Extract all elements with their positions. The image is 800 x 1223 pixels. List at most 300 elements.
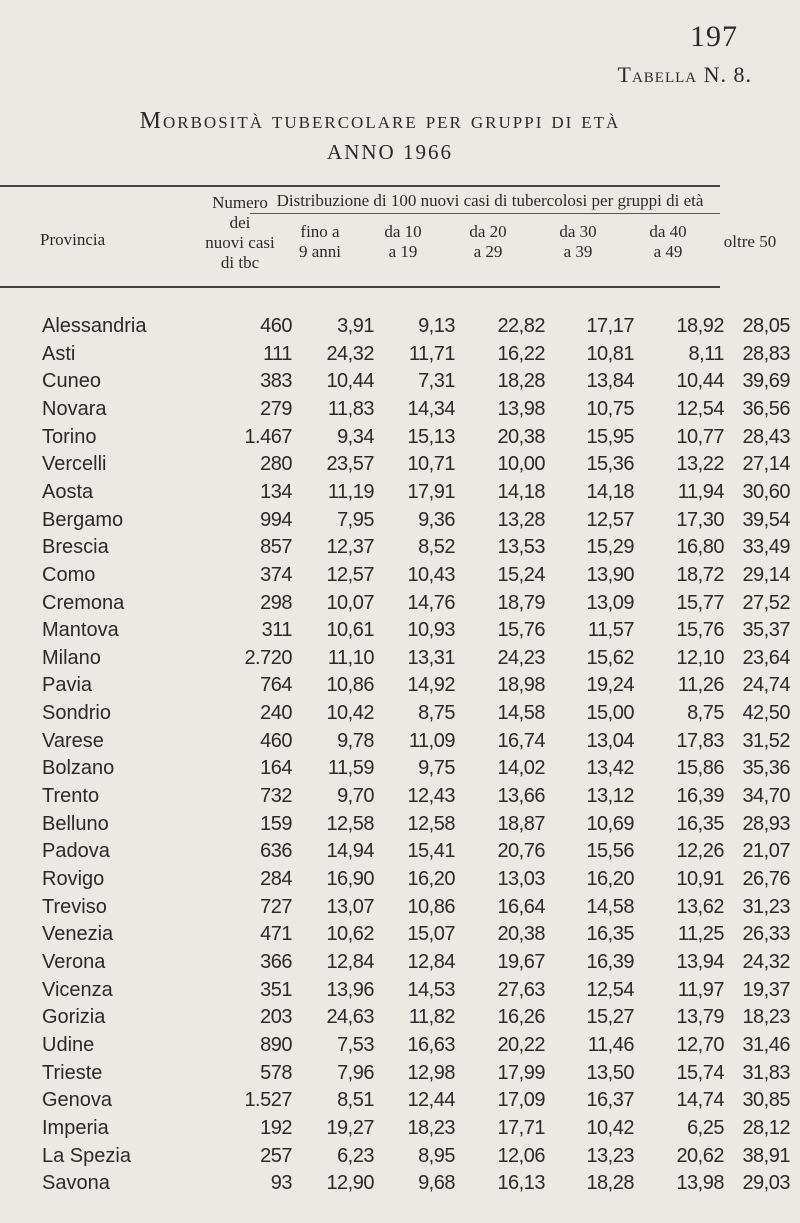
cell-percent: 14,34 xyxy=(407,398,455,420)
cell-percent: 16,90 xyxy=(326,868,374,890)
cell-percent: 18,98 xyxy=(497,674,545,696)
header-age-line1: oltre 50 xyxy=(723,232,777,251)
cell-percent: 3,91 xyxy=(337,315,374,337)
cell-provincia: Gorizia xyxy=(42,1006,106,1028)
cell-provincia: Novara xyxy=(42,398,107,420)
cell-percent: 13,50 xyxy=(586,1062,634,1084)
cell-percent: 11,97 xyxy=(677,979,724,1001)
cell-percent: 29,03 xyxy=(742,1172,790,1194)
cell-provincia: Torino xyxy=(42,426,97,448)
header-age-group xyxy=(361,222,445,262)
cell-nuovi-casi: 764 xyxy=(260,674,292,696)
table-row xyxy=(0,341,800,367)
cell-percent: 8,11 xyxy=(688,343,724,365)
cell-percent: 15,36 xyxy=(586,453,634,475)
cell-percent: 10,44 xyxy=(326,370,374,392)
cell-nuovi-casi: 890 xyxy=(260,1034,292,1056)
table-row xyxy=(0,728,800,754)
table-row xyxy=(0,949,800,975)
cell-percent: 16,26 xyxy=(497,1006,545,1028)
table-row xyxy=(0,700,800,726)
header-age-line1: da 40 xyxy=(649,222,687,241)
cell-provincia: Genova xyxy=(42,1089,113,1111)
cell-provincia: Aosta xyxy=(42,481,94,503)
cell-nuovi-casi: 134 xyxy=(260,481,292,503)
cell-nuovi-casi: 636 xyxy=(260,840,292,862)
cell-percent: 18,79 xyxy=(497,592,545,614)
cell-percent: 12,37 xyxy=(326,536,374,558)
cell-provincia: Treviso xyxy=(42,896,107,918)
cell-percent: 11,71 xyxy=(408,343,455,365)
cell-percent: 10,77 xyxy=(676,426,724,448)
cell-percent: 11,46 xyxy=(587,1034,634,1056)
header-numero-line1: Numero xyxy=(212,193,268,212)
header-age-line2: 9 anni xyxy=(298,242,342,261)
cell-percent: 8,51 xyxy=(337,1089,374,1111)
cell-percent: 15,41 xyxy=(407,840,455,862)
cell-percent: 24,74 xyxy=(742,674,790,696)
cell-percent: 15,24 xyxy=(497,564,545,586)
cell-nuovi-casi: 1.527 xyxy=(244,1089,292,1111)
cell-percent: 7,95 xyxy=(337,509,374,531)
cell-percent: 13,04 xyxy=(586,730,634,752)
table-row xyxy=(0,811,800,837)
cell-percent: 10,75 xyxy=(586,398,634,420)
cell-provincia: Pavia xyxy=(42,674,93,696)
cell-percent: 9,75 xyxy=(418,757,455,779)
cell-percent: 18,28 xyxy=(497,370,545,392)
cell-percent: 22,82 xyxy=(497,315,545,337)
cell-percent: 13,12 xyxy=(586,785,634,807)
cell-nuovi-casi: 280 xyxy=(260,453,292,475)
page-number: 197 xyxy=(690,20,738,53)
cell-percent: 24,32 xyxy=(326,343,374,365)
cell-provincia: Savona xyxy=(42,1172,110,1194)
cell-percent: 13,42 xyxy=(586,757,634,779)
cell-nuovi-casi: 284 xyxy=(260,868,292,890)
cell-percent: 10,86 xyxy=(326,674,374,696)
cell-percent: 12,58 xyxy=(407,813,455,835)
cell-provincia: Imperia xyxy=(42,1117,109,1139)
cell-percent: 15,27 xyxy=(586,1006,634,1028)
cell-provincia: Verona xyxy=(42,951,106,973)
table-row xyxy=(0,838,800,864)
cell-percent: 13,28 xyxy=(497,509,545,531)
header-numero-line4: di tbc xyxy=(220,253,260,272)
table-row xyxy=(0,534,800,560)
header-age-group xyxy=(708,232,792,252)
cell-percent: 16,39 xyxy=(676,785,724,807)
table-row xyxy=(0,672,800,698)
table-row xyxy=(0,424,800,450)
cell-provincia: La Spezia xyxy=(42,1145,131,1167)
cell-percent: 29,14 xyxy=(742,564,790,586)
cell-percent: 11,25 xyxy=(677,923,724,945)
cell-percent: 15,95 xyxy=(586,426,634,448)
table-row xyxy=(0,396,800,422)
cell-percent: 20,22 xyxy=(497,1034,545,1056)
cell-provincia: Trieste xyxy=(42,1062,103,1084)
header-bottom-rule xyxy=(0,286,720,288)
cell-percent: 19,67 xyxy=(497,951,545,973)
cell-percent: 18,72 xyxy=(676,564,724,586)
table-row xyxy=(0,894,800,920)
cell-nuovi-casi: 257 xyxy=(260,1145,292,1167)
table-row xyxy=(0,368,800,394)
table-row xyxy=(0,921,800,947)
cell-percent: 10,42 xyxy=(326,702,374,724)
cell-percent: 17,71 xyxy=(497,1117,545,1139)
cell-percent: 12,84 xyxy=(326,951,374,973)
cell-nuovi-casi: 2.720 xyxy=(244,647,292,669)
cell-percent: 39,54 xyxy=(742,509,790,531)
cell-percent: 24,32 xyxy=(742,951,790,973)
cell-percent: 6,25 xyxy=(687,1117,724,1139)
cell-percent: 33,49 xyxy=(742,536,790,558)
cell-percent: 19,37 xyxy=(742,979,790,1001)
cell-provincia: Udine xyxy=(42,1034,95,1056)
cell-percent: 9,68 xyxy=(418,1172,455,1194)
header-numero-line3: nuovi casi xyxy=(205,233,275,252)
cell-percent: 10,86 xyxy=(407,896,455,918)
header-age-line2: a 49 xyxy=(653,242,683,261)
cell-provincia: Bergamo xyxy=(42,509,124,531)
cell-percent: 16,74 xyxy=(497,730,545,752)
cell-percent: 27,63 xyxy=(497,979,545,1001)
header-subrule xyxy=(250,213,720,214)
cell-provincia: Vercelli xyxy=(42,453,107,475)
header-distribuzione: Distribuzione di 100 nuovi casi di tubercolosi per gruppi di età xyxy=(276,191,704,210)
cell-nuovi-casi: 1.467 xyxy=(244,426,292,448)
cell-percent: 19,24 xyxy=(586,674,634,696)
table-row xyxy=(0,617,800,643)
table-row xyxy=(0,590,800,616)
cell-percent: 13,03 xyxy=(497,868,545,890)
table-row xyxy=(0,783,800,809)
cell-percent: 34,70 xyxy=(742,785,790,807)
cell-percent: 11,09 xyxy=(408,730,455,752)
cell-percent: 12,57 xyxy=(326,564,374,586)
cell-percent: 20,38 xyxy=(497,426,545,448)
cell-nuovi-casi: 732 xyxy=(260,785,292,807)
cell-provincia: Cuneo xyxy=(42,370,101,392)
cell-percent: 14,58 xyxy=(586,896,634,918)
table-row xyxy=(0,479,800,505)
cell-nuovi-casi: 383 xyxy=(260,370,292,392)
cell-percent: 15,76 xyxy=(497,619,545,641)
cell-percent: 17,91 xyxy=(407,481,455,503)
cell-percent: 14,94 xyxy=(326,840,374,862)
cell-percent: 14,53 xyxy=(407,979,455,1001)
table-row xyxy=(0,755,800,781)
cell-percent: 18,23 xyxy=(742,1006,790,1028)
table-row xyxy=(0,562,800,588)
cell-percent: 13,98 xyxy=(676,1172,724,1194)
cell-percent: 28,05 xyxy=(742,315,790,337)
cell-percent: 10,81 xyxy=(586,343,634,365)
cell-percent: 15,00 xyxy=(586,702,634,724)
cell-percent: 13,22 xyxy=(676,453,724,475)
table-row xyxy=(0,1060,800,1086)
cell-provincia: Mantova xyxy=(42,619,119,641)
cell-percent: 35,36 xyxy=(742,757,790,779)
cell-percent: 13,66 xyxy=(497,785,545,807)
table-row xyxy=(0,451,800,477)
header-age-line1: da 20 xyxy=(469,222,507,241)
cell-provincia: Cremona xyxy=(42,592,125,614)
cell-nuovi-casi: 93 xyxy=(270,1172,292,1194)
cell-percent: 23,57 xyxy=(326,453,374,475)
cell-percent: 10,42 xyxy=(586,1117,634,1139)
cell-percent: 11,57 xyxy=(587,619,634,641)
cell-nuovi-casi: 203 xyxy=(260,1006,292,1028)
cell-percent: 24,23 xyxy=(497,647,545,669)
cell-provincia: Brescia xyxy=(42,536,109,558)
cell-provincia: Rovigo xyxy=(42,868,105,890)
cell-percent: 7,53 xyxy=(337,1034,374,1056)
header-age-line1: da 10 xyxy=(384,222,422,241)
header-age-group xyxy=(626,222,710,262)
cell-percent: 10,43 xyxy=(407,564,455,586)
cell-percent: 19,27 xyxy=(326,1117,374,1139)
cell-percent: 13,23 xyxy=(586,1145,634,1167)
cell-percent: 11,10 xyxy=(327,647,374,669)
cell-percent: 16,64 xyxy=(497,896,545,918)
table-row xyxy=(0,1004,800,1030)
cell-percent: 12,10 xyxy=(676,647,724,669)
cell-percent: 10,71 xyxy=(407,453,455,475)
cell-percent: 12,44 xyxy=(407,1089,455,1111)
cell-nuovi-casi: 471 xyxy=(260,923,292,945)
cell-provincia: Belluno xyxy=(42,813,109,835)
cell-percent: 17,83 xyxy=(676,730,724,752)
cell-percent: 13,94 xyxy=(676,951,724,973)
cell-provincia: Bolzano xyxy=(42,757,115,779)
cell-percent: 9,34 xyxy=(337,426,374,448)
cell-percent: 15,74 xyxy=(676,1062,724,1084)
header-provincia: Provincia xyxy=(40,230,106,249)
cell-percent: 11,83 xyxy=(327,398,374,420)
cell-percent: 18,28 xyxy=(586,1172,634,1194)
cell-provincia: Trento xyxy=(42,785,100,807)
cell-percent: 12,57 xyxy=(586,509,634,531)
table-row xyxy=(0,1032,800,1058)
cell-percent: 28,83 xyxy=(742,343,790,365)
cell-percent: 14,76 xyxy=(407,592,455,614)
cell-percent: 31,83 xyxy=(742,1062,790,1084)
cell-percent: 12,84 xyxy=(407,951,455,973)
table-row xyxy=(0,1087,800,1113)
cell-percent: 16,22 xyxy=(497,343,545,365)
cell-nuovi-casi: 311 xyxy=(261,619,292,641)
cell-percent: 27,14 xyxy=(742,453,790,475)
cell-percent: 8,52 xyxy=(418,536,455,558)
cell-percent: 13,09 xyxy=(586,592,634,614)
cell-percent: 39,69 xyxy=(742,370,790,392)
cell-percent: 8,95 xyxy=(418,1145,455,1167)
cell-percent: 15,56 xyxy=(586,840,634,862)
cell-provincia: Asti xyxy=(42,343,76,365)
cell-percent: 31,52 xyxy=(742,730,790,752)
cell-percent: 10,62 xyxy=(326,923,374,945)
cell-nuovi-casi: 279 xyxy=(260,398,292,420)
cell-percent: 24,63 xyxy=(326,1006,374,1028)
cell-percent: 10,93 xyxy=(407,619,455,641)
cell-percent: 15,62 xyxy=(586,647,634,669)
cell-provincia: Padova xyxy=(42,840,110,862)
cell-nuovi-casi: 164 xyxy=(260,757,292,779)
cell-percent: 28,43 xyxy=(742,426,790,448)
cell-percent: 9,70 xyxy=(337,785,374,807)
cell-nuovi-casi: 192 xyxy=(260,1117,292,1139)
cell-percent: 13,07 xyxy=(326,896,374,918)
cell-nuovi-casi: 460 xyxy=(260,315,292,337)
cell-percent: 16,39 xyxy=(586,951,634,973)
cell-percent: 10,69 xyxy=(586,813,634,835)
cell-percent: 10,91 xyxy=(676,868,724,890)
cell-nuovi-casi: 460 xyxy=(260,730,292,752)
header-numero-line2: dei xyxy=(229,213,251,232)
cell-percent: 11,59 xyxy=(327,757,374,779)
table-row xyxy=(0,977,800,1003)
cell-percent: 7,96 xyxy=(337,1062,374,1084)
cell-percent: 13,96 xyxy=(326,979,374,1001)
header-age-line1: da 30 xyxy=(559,222,597,241)
cell-percent: 16,37 xyxy=(586,1089,634,1111)
cell-provincia: Varese xyxy=(42,730,104,752)
cell-percent: 15,07 xyxy=(407,923,455,945)
cell-percent: 26,33 xyxy=(742,923,790,945)
cell-percent: 14,58 xyxy=(497,702,545,724)
cell-percent: 18,23 xyxy=(407,1117,455,1139)
cell-percent: 20,38 xyxy=(497,923,545,945)
cell-provincia: Sondrio xyxy=(42,702,111,724)
cell-percent: 16,13 xyxy=(497,1172,545,1194)
cell-percent: 17,99 xyxy=(497,1062,545,1084)
cell-percent: 8,75 xyxy=(418,702,455,724)
cell-nuovi-casi: 994 xyxy=(260,509,292,531)
table-title: Morbosità tubercolare per gruppi di età xyxy=(139,108,621,134)
cell-percent: 12,90 xyxy=(326,1172,374,1194)
table-row xyxy=(0,313,800,339)
cell-nuovi-casi: 111 xyxy=(263,343,292,365)
cell-percent: 31,46 xyxy=(742,1034,790,1056)
cell-nuovi-casi: 727 xyxy=(260,896,292,918)
table-row xyxy=(0,1170,800,1196)
cell-percent: 11,26 xyxy=(677,674,724,696)
cell-percent: 15,29 xyxy=(586,536,634,558)
cell-percent: 13,98 xyxy=(497,398,545,420)
cell-provincia: Venezia xyxy=(42,923,114,945)
cell-percent: 27,52 xyxy=(742,592,790,614)
cell-percent: 12,58 xyxy=(326,813,374,835)
cell-nuovi-casi: 159 xyxy=(260,813,292,835)
cell-percent: 13,79 xyxy=(676,1006,724,1028)
cell-percent: 8,75 xyxy=(687,702,724,724)
cell-percent: 11,19 xyxy=(327,481,374,503)
table-year: ANNO 1966 xyxy=(327,140,453,164)
cell-percent: 14,74 xyxy=(676,1089,724,1111)
header-age-line2: a 39 xyxy=(563,242,593,261)
cell-percent: 18,92 xyxy=(676,315,724,337)
cell-percent: 12,06 xyxy=(497,1145,545,1167)
cell-provincia: Alessandria xyxy=(42,315,147,337)
cell-percent: 16,63 xyxy=(407,1034,455,1056)
cell-percent: 42,50 xyxy=(742,702,790,724)
cell-percent: 12,26 xyxy=(676,840,724,862)
cell-percent: 12,43 xyxy=(407,785,455,807)
cell-nuovi-casi: 578 xyxy=(260,1062,292,1084)
cell-nuovi-casi: 298 xyxy=(260,592,292,614)
cell-percent: 15,77 xyxy=(676,592,724,614)
cell-percent: 20,62 xyxy=(676,1145,724,1167)
cell-percent: 16,20 xyxy=(586,868,634,890)
cell-percent: 12,54 xyxy=(676,398,724,420)
cell-percent: 17,30 xyxy=(676,509,724,531)
cell-percent: 20,76 xyxy=(497,840,545,862)
cell-percent: 9,78 xyxy=(337,730,374,752)
cell-percent: 28,12 xyxy=(742,1117,790,1139)
cell-percent: 16,35 xyxy=(586,923,634,945)
cell-percent: 11,94 xyxy=(677,481,724,503)
header-age-line2: a 29 xyxy=(473,242,503,261)
cell-nuovi-casi: 240 xyxy=(260,702,292,724)
cell-percent: 13,53 xyxy=(497,536,545,558)
cell-percent: 16,35 xyxy=(676,813,724,835)
cell-percent: 14,02 xyxy=(497,757,545,779)
cell-percent: 35,37 xyxy=(742,619,790,641)
table-row xyxy=(0,645,800,671)
cell-percent: 14,18 xyxy=(586,481,634,503)
cell-percent: 10,44 xyxy=(676,370,724,392)
cell-provincia: Milano xyxy=(42,647,101,669)
cell-percent: 15,86 xyxy=(676,757,724,779)
cell-provincia: Vicenza xyxy=(42,979,113,1001)
table-label: Tabella N. 8. xyxy=(617,62,752,87)
cell-percent: 6,23 xyxy=(337,1145,374,1167)
cell-percent: 12,70 xyxy=(676,1034,724,1056)
cell-percent: 30,85 xyxy=(742,1089,790,1111)
table-row xyxy=(0,1115,800,1141)
cell-percent: 17,09 xyxy=(497,1089,545,1111)
cell-provincia: Como xyxy=(42,564,96,586)
cell-nuovi-casi: 366 xyxy=(260,951,292,973)
cell-percent: 28,93 xyxy=(742,813,790,835)
cell-percent: 14,92 xyxy=(407,674,455,696)
cell-percent: 36,56 xyxy=(742,398,790,420)
cell-percent: 12,98 xyxy=(407,1062,455,1084)
cell-percent: 10,07 xyxy=(326,592,374,614)
cell-nuovi-casi: 374 xyxy=(260,564,292,586)
cell-percent: 15,76 xyxy=(676,619,724,641)
cell-percent: 13,31 xyxy=(407,647,455,669)
cell-percent: 38,91 xyxy=(742,1145,790,1167)
cell-nuovi-casi: 857 xyxy=(260,536,292,558)
cell-percent: 30,60 xyxy=(742,481,790,503)
cell-percent: 17,17 xyxy=(586,315,634,337)
cell-percent: 16,20 xyxy=(407,868,455,890)
cell-percent: 31,23 xyxy=(742,896,790,918)
header-age-group xyxy=(446,222,530,262)
cell-percent: 9,13 xyxy=(418,315,455,337)
top-rule xyxy=(0,185,720,187)
cell-percent: 10,00 xyxy=(497,453,545,475)
cell-percent: 15,13 xyxy=(407,426,455,448)
cell-percent: 13,90 xyxy=(586,564,634,586)
cell-percent: 10,61 xyxy=(326,619,374,641)
cell-percent: 11,82 xyxy=(408,1006,455,1028)
cell-percent: 21,07 xyxy=(742,840,790,862)
